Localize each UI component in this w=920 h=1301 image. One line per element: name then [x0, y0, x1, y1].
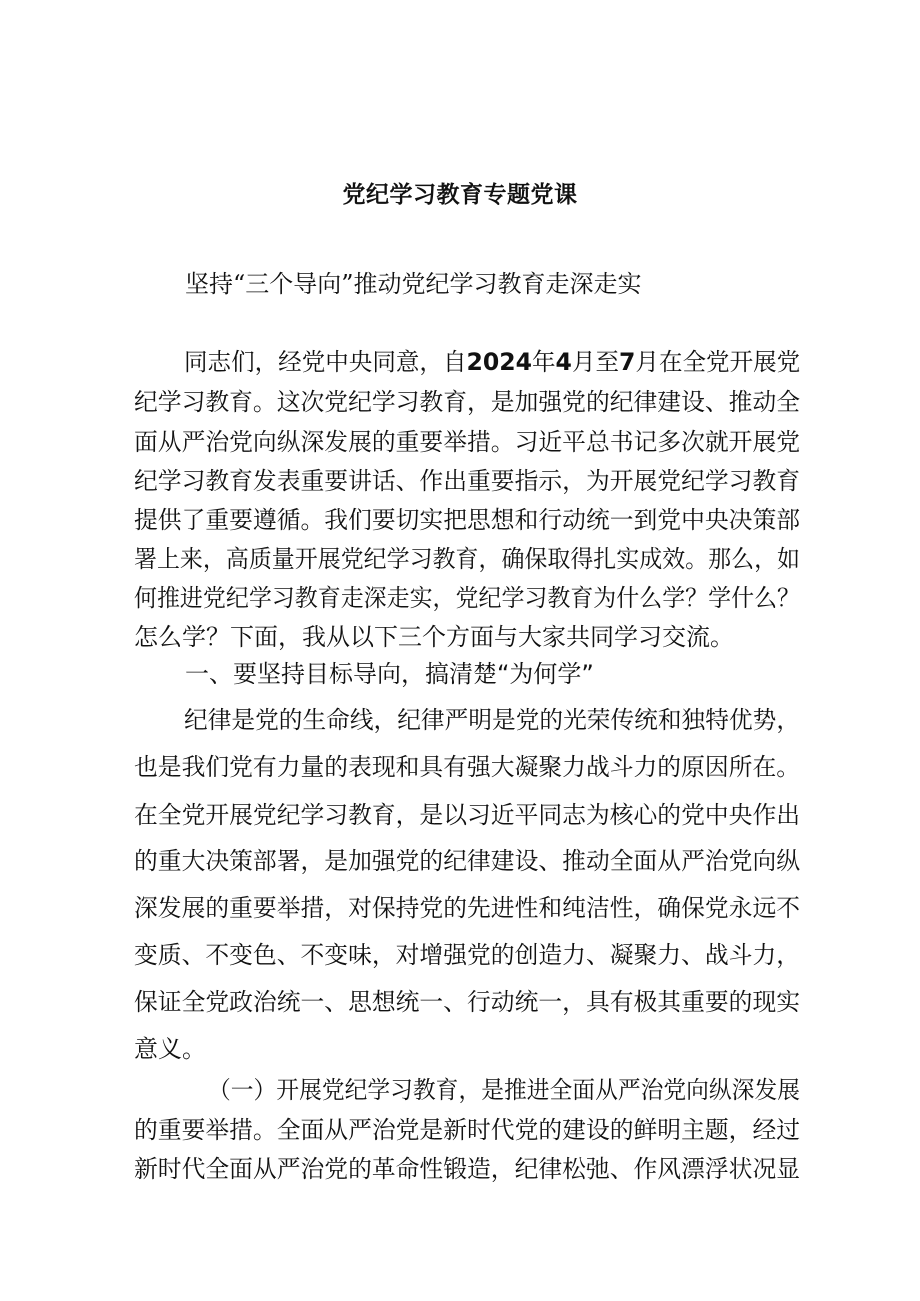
intro-line-8: 怎么学？下面，我从以下三个方面与大家共同学习交流。	[134, 623, 734, 651]
intro-line-4: 纪学习教育发表重要讲话、作出重要指示，为开展党纪学习教育	[134, 467, 801, 495]
intro-text: 月至	[571, 348, 620, 376]
intro-text: 年	[532, 348, 556, 376]
intro-line-1	[184, 342, 800, 377]
section-line-7: 保证全党政治统一、思想统一、行动统一，具有极其重要的现实	[134, 988, 801, 1016]
section-line-1: 纪律是党的生命线，纪律严明是党的光荣传统和独特优势，	[184, 706, 801, 734]
section-line-5: 深发展的重要举措，对保持党的先进性和纯洁性，确保党永远不	[134, 894, 801, 922]
subsection-line-1: （一）开展党纪学习教育，是推进全面从严治党向纵深发展	[208, 1076, 800, 1104]
document-title: 党纪学习教育专题党课	[342, 182, 578, 208]
intro-year: 2024	[466, 348, 533, 376]
section-line-6: 变质、不变色、不变味，对增强党的创造力、凝聚力、战斗力，	[134, 941, 801, 969]
intro-text: 同志们，经党中央同意，自	[184, 348, 467, 376]
intro-line-7: 何推进党纪学习教育走深走实，党纪学习教育为什么学？学什么？	[134, 584, 801, 612]
section-line-2: 也是我们党有力量的表现和具有强大凝聚力战斗力的原因所在。	[134, 753, 801, 781]
document-subtitle: 坚持“三个导向”推动党纪学习教育走深走实	[185, 270, 642, 298]
section-line-4: 的重大决策部署，是加强党的纪律建设、推动全面从严治党向纵	[134, 847, 801, 875]
intro-month-end: 7	[619, 348, 636, 376]
subsection-line-2: 的重要举措。全面从严治党是新时代党的建设的鲜明主题，经过	[134, 1116, 801, 1144]
intro-month-start: 4	[555, 348, 572, 376]
intro-line-6: 署上来，高质量开展党纪学习教育，确保取得扎实成效。那么，如	[134, 545, 801, 573]
intro-line-5: 提供了重要遵循。我们要切实把思想和行动统一到党中央决策部	[134, 506, 801, 534]
subsection-line-3: 新时代全面从严治党的革命性锻造，纪律松弛、作风漂浮状况显	[134, 1155, 801, 1183]
section-heading: 一、要坚持目标导向，搞清楚“为何学”	[185, 660, 594, 688]
section-line-3: 在全党开展党纪学习教育，是以习近平同志为核心的党中央作出	[134, 801, 801, 829]
intro-line-3: 面从严治党向纵深发展的重要举措。习近平总书记多次就开展党	[134, 428, 801, 456]
section-line-8: 意义。	[134, 1035, 206, 1063]
intro-text: 月在全党开展党	[635, 348, 801, 376]
intro-line-2: 纪学习教育。这次党纪学习教育，是加强党的纪律建设、推动全	[134, 388, 801, 416]
